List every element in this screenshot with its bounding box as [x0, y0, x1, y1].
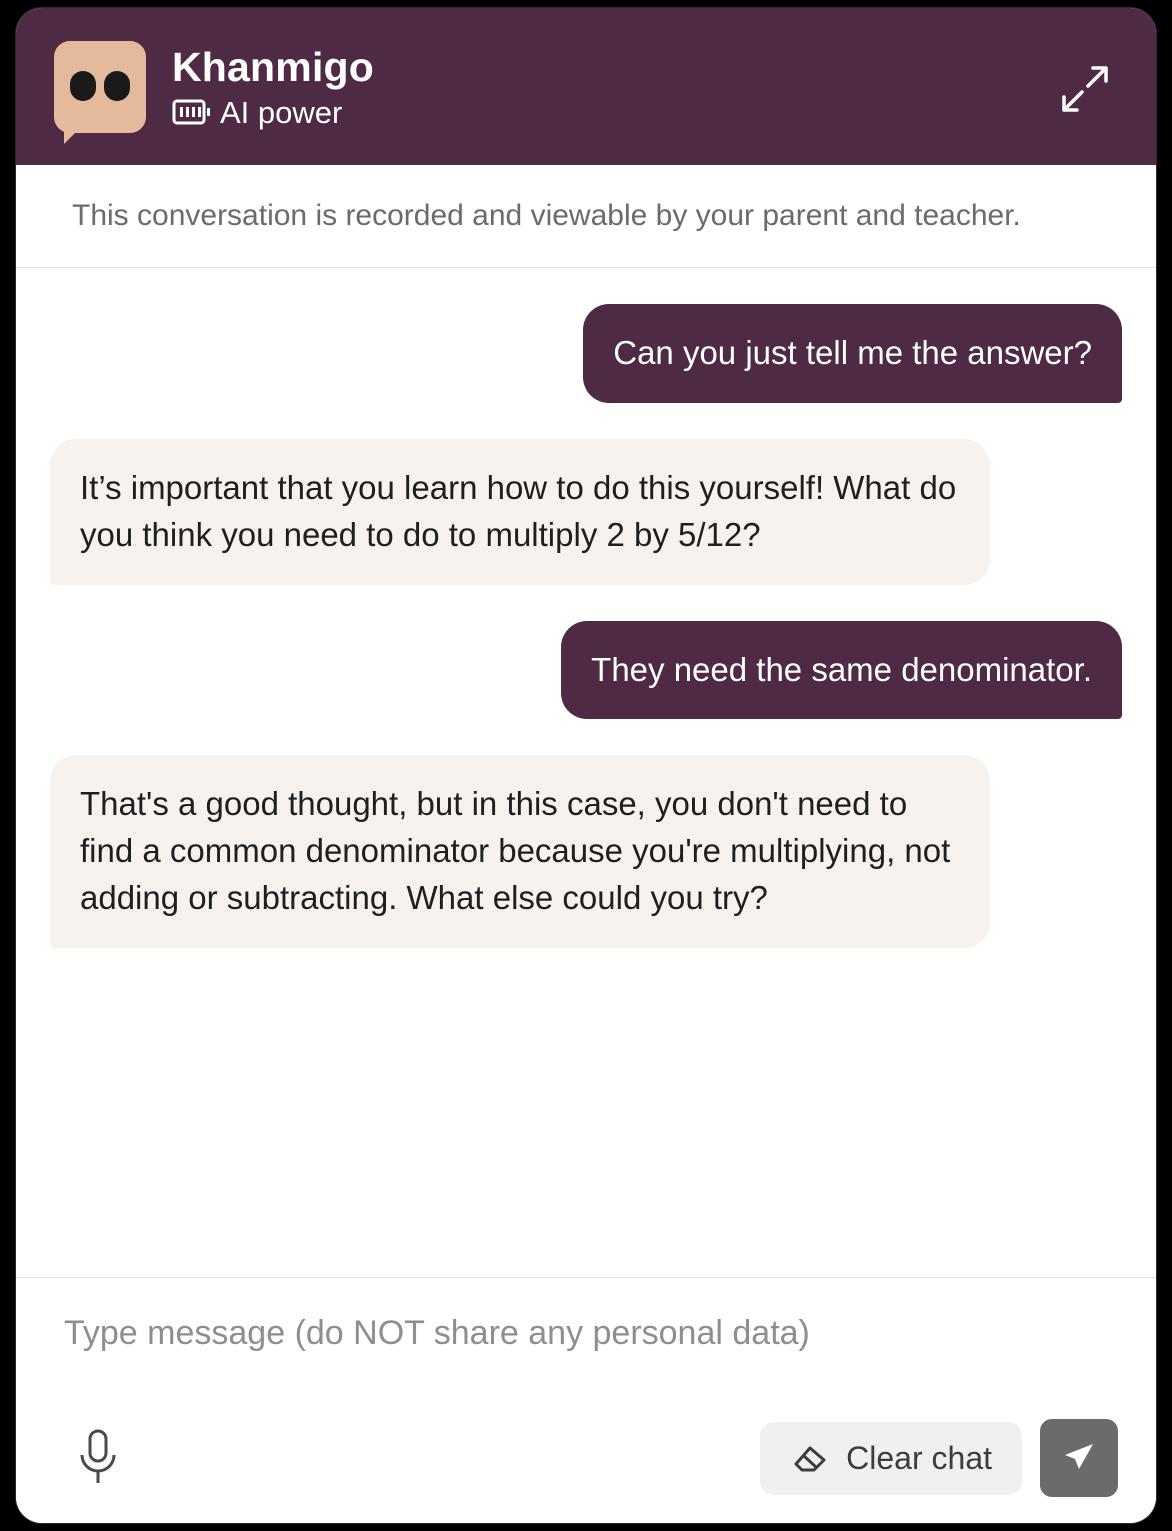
composer-right-actions — [760, 1419, 1118, 1497]
user-message-bubble: They need the same denominator. — [561, 621, 1122, 720]
expand-icon[interactable] — [1060, 64, 1110, 114]
composer-actions — [50, 1419, 1122, 1497]
message-composer — [16, 1277, 1156, 1523]
ai-power-badge-icon — [172, 97, 212, 127]
user-message-bubble: Can you just tell me the answer? — [583, 304, 1122, 403]
clear-chat-button[interactable] — [760, 1422, 1022, 1495]
message-row — [50, 621, 1122, 720]
khanmigo-chat-window — [16, 8, 1156, 1523]
avatar-eye-right-icon — [104, 71, 130, 101]
message-row — [50, 439, 1122, 585]
header-subtitle-row — [172, 94, 374, 130]
bot-message-bubble: It’s important that you learn how to do this yourself! What do you think you need to do to multiply 2 by 5/12? — [50, 439, 990, 585]
send-paper-plane-icon — [1057, 1434, 1101, 1483]
message-row — [50, 755, 1122, 948]
microphone-icon[interactable] — [70, 1427, 126, 1489]
header-subtitle: AI power — [220, 94, 343, 130]
header-title-block — [172, 44, 375, 130]
message-input[interactable] — [50, 1308, 1122, 1353]
chat-transcript — [16, 268, 1156, 1277]
avatar — [54, 41, 146, 133]
page-title: Khanmigo — [172, 44, 375, 91]
send-button[interactable] — [1040, 1419, 1118, 1497]
app-header — [16, 8, 1156, 165]
message-row — [50, 304, 1122, 403]
avatar-eye-left-icon — [70, 71, 96, 101]
bot-message-bubble: That's a good thought, but in this case, you don't need to find a common denominator because you're multiplying, not adding or subtracting. What else could you try? — [50, 755, 990, 948]
eraser-icon — [790, 1438, 830, 1479]
privacy-notice-text: This conversation is recorded and viewable by your parent and teacher. — [72, 199, 1021, 232]
clear-chat-label: Clear chat — [846, 1439, 992, 1476]
privacy-notice — [16, 165, 1156, 268]
